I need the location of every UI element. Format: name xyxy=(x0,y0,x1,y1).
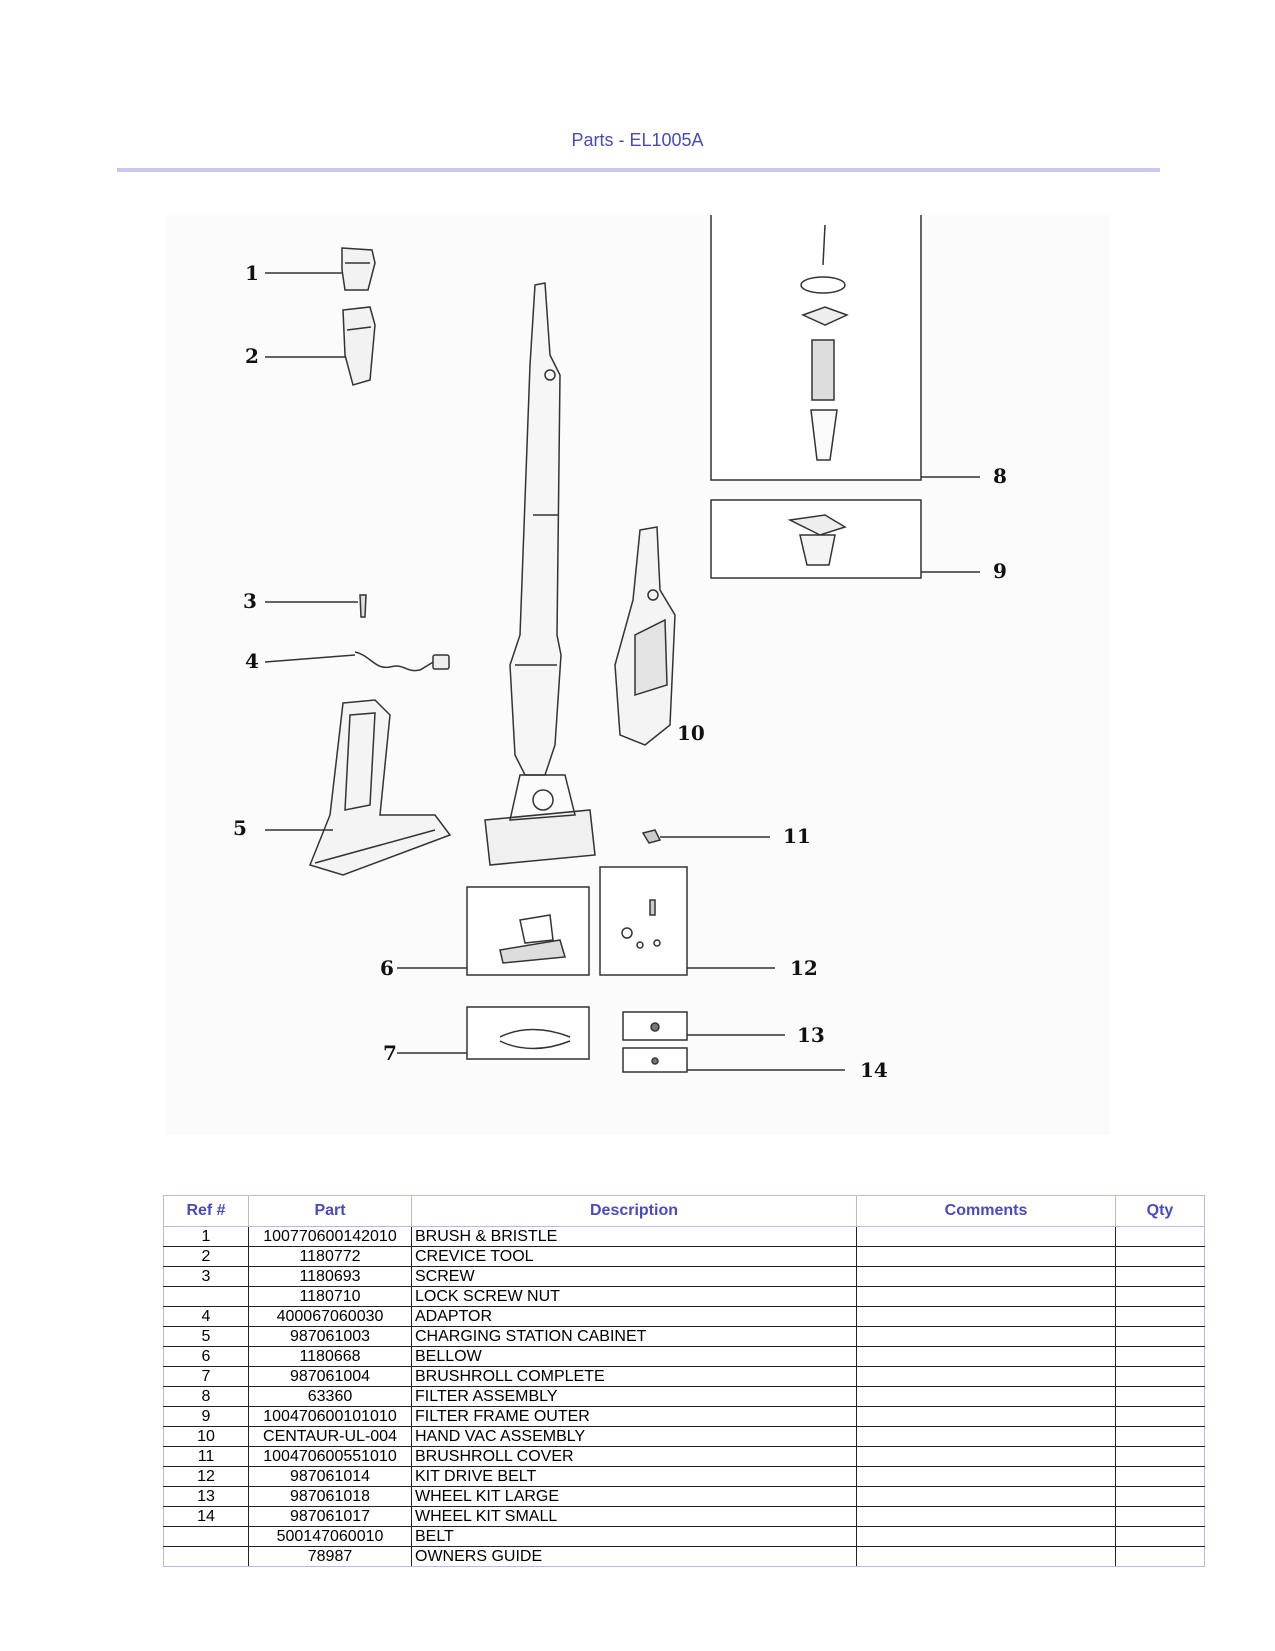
part-number-cell: 987061014 xyxy=(249,1467,412,1487)
comments-cell xyxy=(857,1267,1116,1287)
comments-cell xyxy=(857,1467,1116,1487)
table-row xyxy=(164,1247,1205,1267)
qty-cell xyxy=(1116,1507,1205,1527)
ref-cell: 6 xyxy=(164,1347,249,1367)
qty-cell xyxy=(1116,1267,1205,1287)
ref-cell: 5 xyxy=(164,1327,249,1347)
table-header-row xyxy=(164,1196,1205,1227)
description-cell: CREVICE TOOL xyxy=(412,1247,857,1267)
ref-cell: 10 xyxy=(164,1427,249,1447)
part-number-cell: 400067060030 xyxy=(249,1307,412,1327)
part-8-filter-assembly xyxy=(711,215,980,480)
part-number-cell: 1180772 xyxy=(249,1247,412,1267)
part-number-cell: 987061017 xyxy=(249,1507,412,1527)
table-row xyxy=(164,1447,1205,1467)
part-number-cell: 1180710 xyxy=(249,1287,412,1307)
ref-cell: 9 xyxy=(164,1407,249,1427)
description-cell: FILTER FRAME OUTER xyxy=(412,1407,857,1427)
description-cell: FILTER ASSEMBLY xyxy=(412,1387,857,1407)
ref-cell: 12 xyxy=(164,1467,249,1487)
comments-cell xyxy=(857,1367,1116,1387)
table-row xyxy=(164,1527,1205,1547)
part-12-kit-drive-belt xyxy=(600,867,775,975)
table-row xyxy=(164,1387,1205,1407)
description-cell: SCREW xyxy=(412,1267,857,1287)
comments-cell xyxy=(857,1507,1116,1527)
stick-vacuum-body xyxy=(485,283,595,865)
table-row xyxy=(164,1327,1205,1347)
table-row xyxy=(164,1267,1205,1287)
qty-cell xyxy=(1116,1527,1205,1547)
part-number-cell: 100470600101010 xyxy=(249,1407,412,1427)
comments-cell xyxy=(857,1547,1116,1567)
column-header-part: Part xyxy=(249,1196,412,1227)
description-cell: BRUSHROLL COMPLETE xyxy=(412,1367,857,1387)
description-cell: BELLOW xyxy=(412,1347,857,1367)
comments-cell xyxy=(857,1287,1116,1307)
description-cell: BRUSH & BRISTLE xyxy=(412,1227,857,1247)
ref-cell xyxy=(164,1287,249,1307)
callout-3: 3 xyxy=(243,589,257,613)
qty-cell xyxy=(1116,1307,1205,1327)
callout-8: 8 xyxy=(993,464,1007,488)
description-cell: WHEEL KIT LARGE xyxy=(412,1487,857,1507)
callout-5: 5 xyxy=(233,816,247,840)
table-row xyxy=(164,1547,1205,1567)
table-row xyxy=(164,1227,1205,1247)
callout-11: 11 xyxy=(783,824,811,848)
qty-cell xyxy=(1116,1247,1205,1267)
part-number-cell: 63360 xyxy=(249,1387,412,1407)
part-number-cell: 1180668 xyxy=(249,1347,412,1367)
part-1-brush-bristle xyxy=(265,248,375,290)
part-2-crevice-tool xyxy=(265,307,375,385)
qty-cell xyxy=(1116,1387,1205,1407)
part-7-brushroll-complete xyxy=(397,1007,589,1059)
part-number-cell: CENTAUR-UL-004 xyxy=(249,1427,412,1447)
callout-2: 2 xyxy=(245,344,259,368)
description-cell: HAND VAC ASSEMBLY xyxy=(412,1427,857,1447)
ref-cell: 1 xyxy=(164,1227,249,1247)
qty-cell xyxy=(1116,1427,1205,1447)
description-cell: CHARGING STATION CABINET xyxy=(412,1327,857,1347)
part-number-cell: 100470600551010 xyxy=(249,1447,412,1467)
part-number-cell: 987061003 xyxy=(249,1327,412,1347)
description-cell: OWNERS GUIDE xyxy=(412,1547,857,1567)
ref-cell: 8 xyxy=(164,1387,249,1407)
description-cell: WHEEL KIT SMALL xyxy=(412,1507,857,1527)
comments-cell xyxy=(857,1487,1116,1507)
description-cell: BRUSHROLL COVER xyxy=(412,1447,857,1467)
description-cell: KIT DRIVE BELT xyxy=(412,1467,857,1487)
part-4-adaptor xyxy=(265,652,449,671)
parts-table xyxy=(163,1195,1205,1567)
ref-cell: 13 xyxy=(164,1487,249,1507)
callout-12: 12 xyxy=(790,956,818,980)
ref-cell: 4 xyxy=(164,1307,249,1327)
comments-cell xyxy=(857,1387,1116,1407)
column-header-comments: Comments xyxy=(857,1196,1116,1227)
table-row xyxy=(164,1287,1205,1307)
comments-cell xyxy=(857,1427,1116,1447)
ref-cell: 3 xyxy=(164,1267,249,1287)
parts-diagram xyxy=(165,215,1110,1135)
comments-cell xyxy=(857,1327,1116,1347)
qty-cell xyxy=(1116,1327,1205,1347)
callout-9: 9 xyxy=(993,559,1007,583)
column-header-ref: Ref # xyxy=(164,1196,249,1227)
part-number-cell: 78987 xyxy=(249,1547,412,1567)
callout-10: 10 xyxy=(677,721,705,745)
part-3-screw xyxy=(265,595,366,617)
part-number-cell: 100770600142010 xyxy=(249,1227,412,1247)
part-9-filter-frame-outer xyxy=(711,500,980,578)
qty-cell xyxy=(1116,1447,1205,1467)
column-header-description: Description xyxy=(412,1196,857,1227)
table-body xyxy=(164,1227,1205,1567)
part-number-cell: 500147060010 xyxy=(249,1527,412,1547)
ref-cell: 11 xyxy=(164,1447,249,1467)
qty-cell xyxy=(1116,1367,1205,1387)
comments-cell xyxy=(857,1247,1116,1267)
callout-6: 6 xyxy=(380,956,394,980)
part-14-wheel-kit-small xyxy=(623,1048,845,1072)
comments-cell xyxy=(857,1347,1116,1367)
part-number-cell: 987061018 xyxy=(249,1487,412,1507)
qty-cell xyxy=(1116,1467,1205,1487)
callout-13: 13 xyxy=(797,1023,825,1047)
table-row xyxy=(164,1407,1205,1427)
callout-7: 7 xyxy=(383,1041,397,1065)
table-row xyxy=(164,1487,1205,1507)
ref-cell: 7 xyxy=(164,1367,249,1387)
comments-cell xyxy=(857,1527,1116,1547)
table-row xyxy=(164,1427,1205,1447)
part-number-cell: 987061004 xyxy=(249,1367,412,1387)
comments-cell xyxy=(857,1227,1116,1247)
callout-1: 1 xyxy=(245,261,259,285)
callout-14: 14 xyxy=(860,1058,888,1082)
qty-cell xyxy=(1116,1227,1205,1247)
qty-cell xyxy=(1116,1487,1205,1507)
comments-cell xyxy=(857,1407,1116,1427)
table-row xyxy=(164,1347,1205,1367)
description-cell: ADAPTOR xyxy=(412,1307,857,1327)
table-row xyxy=(164,1507,1205,1527)
ref-cell: 2 xyxy=(164,1247,249,1267)
qty-cell xyxy=(1116,1347,1205,1367)
page-title: Parts - EL1005A xyxy=(571,130,704,150)
part-6-bellow xyxy=(397,887,589,975)
ref-cell: 14 xyxy=(164,1507,249,1527)
qty-cell xyxy=(1116,1407,1205,1427)
qty-cell xyxy=(1116,1287,1205,1307)
table-row xyxy=(164,1367,1205,1387)
description-cell: BELT xyxy=(412,1527,857,1547)
comments-cell xyxy=(857,1307,1116,1327)
ref-cell xyxy=(164,1547,249,1567)
table-row xyxy=(164,1467,1205,1487)
part-11-brushroll-cover xyxy=(643,830,770,843)
ref-cell xyxy=(164,1527,249,1547)
title-divider xyxy=(117,168,1160,172)
description-cell: LOCK SCREW NUT xyxy=(412,1287,857,1307)
column-header-qty: Qty xyxy=(1116,1196,1205,1227)
part-number-cell: 1180693 xyxy=(249,1267,412,1287)
part-5-charging-station xyxy=(265,700,450,875)
part-13-wheel-kit-large xyxy=(623,1012,785,1040)
comments-cell xyxy=(857,1447,1116,1467)
callout-4: 4 xyxy=(245,649,259,673)
qty-cell xyxy=(1116,1547,1205,1567)
part-10-hand-vac xyxy=(615,527,675,745)
table-row xyxy=(164,1307,1205,1327)
